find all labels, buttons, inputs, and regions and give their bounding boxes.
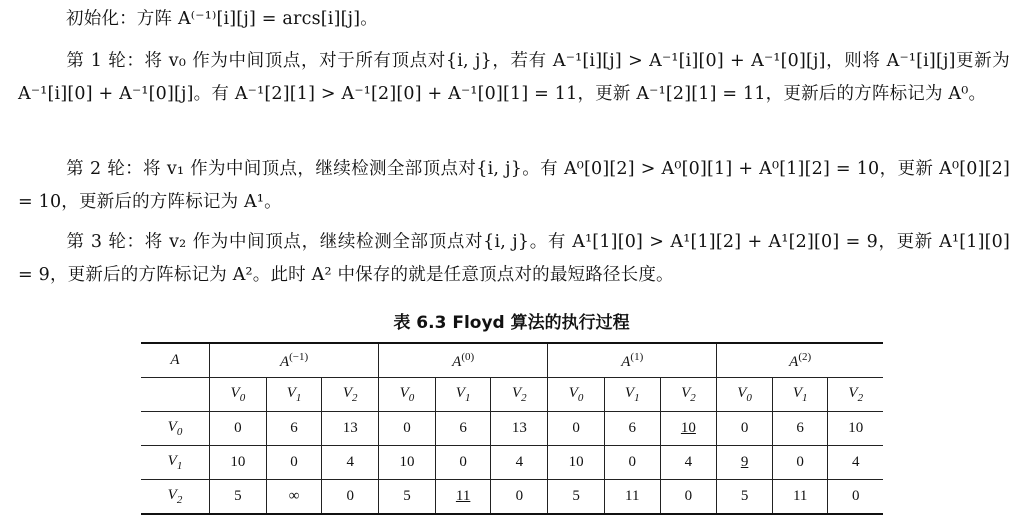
table-cell: 0 bbox=[548, 412, 605, 446]
table-cell: 0 bbox=[210, 412, 267, 446]
group-header: $A^{(-1)}$ bbox=[210, 343, 379, 378]
group-header: $A^{(1)}$ bbox=[548, 343, 717, 378]
table-cell: 0 bbox=[435, 446, 491, 480]
table-cell: 6 bbox=[266, 412, 322, 446]
table-cell: 13 bbox=[322, 412, 379, 446]
round2-paragraph: 第 2 轮：将 v₁ 作为中间顶点，继续检测全部顶点对{i, j}。有 A⁰[0][2] > A⁰[0][1] + A⁰[1][2] = 10，更新 A⁰[0][2] = 10，更新后的方阵标记为 A¹。 bbox=[18, 159, 1010, 212]
sub-header: $V_0$ bbox=[717, 378, 773, 412]
table-cell: 4 bbox=[491, 446, 548, 480]
sub-header: $V_2$ bbox=[660, 378, 717, 412]
table-row bbox=[141, 412, 883, 446]
table-cell: 0 bbox=[717, 412, 773, 446]
round1-paragraph: 第 1 轮：将 v₀ 作为中间顶点，对于所有顶点对{i, j}，若有 A⁻¹[i][j] > A⁻¹[i][0] + A⁻¹[0][j]，则将 A⁻¹[i][j]更新为 A⁻¹[i][0] + A⁻¹[0][j]。有 A⁻¹[2][1] > A⁻¹[2][0] + A⁻¹[0][1] = 11，更新 A⁻¹[2][1] = 11，更新后的方阵标记为 A⁰。 bbox=[18, 51, 1010, 104]
table-cell: 0 bbox=[660, 480, 717, 515]
table-cell: 0 bbox=[828, 480, 883, 515]
sub-header: $V_2$ bbox=[828, 378, 883, 412]
table-cell: 11 bbox=[604, 480, 660, 515]
floyd-table bbox=[141, 342, 883, 515]
corner-header: A bbox=[141, 343, 210, 378]
table-cell: 10 bbox=[210, 446, 267, 480]
init-paragraph: 初始化：方阵 A⁽⁻¹⁾[i][j] = arcs[i][j]。 bbox=[66, 9, 378, 29]
group-header: $A^{(2)}$ bbox=[717, 343, 883, 378]
table-cell: 0 bbox=[322, 480, 379, 515]
table-caption: 表 6.3 Floyd 算法的执行过程 bbox=[393, 313, 630, 333]
table-cell: 6 bbox=[772, 412, 828, 446]
sub-header: $V_0$ bbox=[548, 378, 605, 412]
sub-header: $V_1$ bbox=[604, 378, 660, 412]
row-label: $V_2$ bbox=[167, 487, 183, 506]
table-cell: 0 bbox=[379, 412, 436, 446]
empty-cell bbox=[141, 378, 210, 412]
table-cell: 0 bbox=[266, 446, 322, 480]
table-cell: 5 bbox=[379, 480, 436, 515]
sub-header: $V_1$ bbox=[266, 378, 322, 412]
table-row bbox=[141, 446, 883, 480]
table-cell: 11 bbox=[772, 480, 828, 515]
table-cell: 10 bbox=[379, 446, 436, 480]
table-row bbox=[141, 480, 883, 515]
table-header-row bbox=[141, 343, 883, 378]
table-cell: 13 bbox=[491, 412, 548, 446]
table-cell: 6 bbox=[435, 412, 491, 446]
table-cell: 0 bbox=[772, 446, 828, 480]
sub-header: $V_2$ bbox=[491, 378, 548, 412]
table-cell: 4 bbox=[322, 446, 379, 480]
table-cell: 6 bbox=[604, 412, 660, 446]
table-cell-updated: 10 bbox=[660, 412, 717, 446]
table-cell: 5 bbox=[210, 480, 267, 515]
table-cell: 4 bbox=[660, 446, 717, 480]
table-cell: 4 bbox=[828, 446, 883, 480]
group-header: $A^{(0)}$ bbox=[379, 343, 548, 378]
table-cell-updated: 9 bbox=[717, 446, 773, 480]
sub-header: $V_1$ bbox=[772, 378, 828, 412]
table-cell: 10 bbox=[548, 446, 605, 480]
table-cell: ∞ bbox=[266, 480, 322, 515]
table-cell: 5 bbox=[548, 480, 605, 515]
round3-paragraph: 第 3 轮：将 v₂ 作为中间顶点，继续检测全部顶点对{i, j}。有 A¹[1][0] > A¹[1][2] + A¹[2][0] = 9，更新 A¹[1][0] = 9，更新后的方阵标记为 A²。此时 A² 中保存的就是任意顶点对的最短路径长度。 bbox=[18, 232, 1010, 285]
sub-header: $V_0$ bbox=[210, 378, 267, 412]
sub-header: $V_0$ bbox=[379, 378, 436, 412]
table-subheader-row bbox=[141, 378, 883, 412]
sub-header: $V_2$ bbox=[322, 378, 379, 412]
table-cell: 5 bbox=[717, 480, 773, 515]
table-cell: 10 bbox=[828, 412, 883, 446]
sub-header: $V_1$ bbox=[435, 378, 491, 412]
table-cell: 0 bbox=[604, 446, 660, 480]
table-cell-updated: 11 bbox=[435, 480, 491, 515]
row-label: $V_0$ bbox=[141, 412, 210, 446]
table-cell: 0 bbox=[491, 480, 548, 515]
row-label: $V_1$ bbox=[141, 446, 210, 480]
